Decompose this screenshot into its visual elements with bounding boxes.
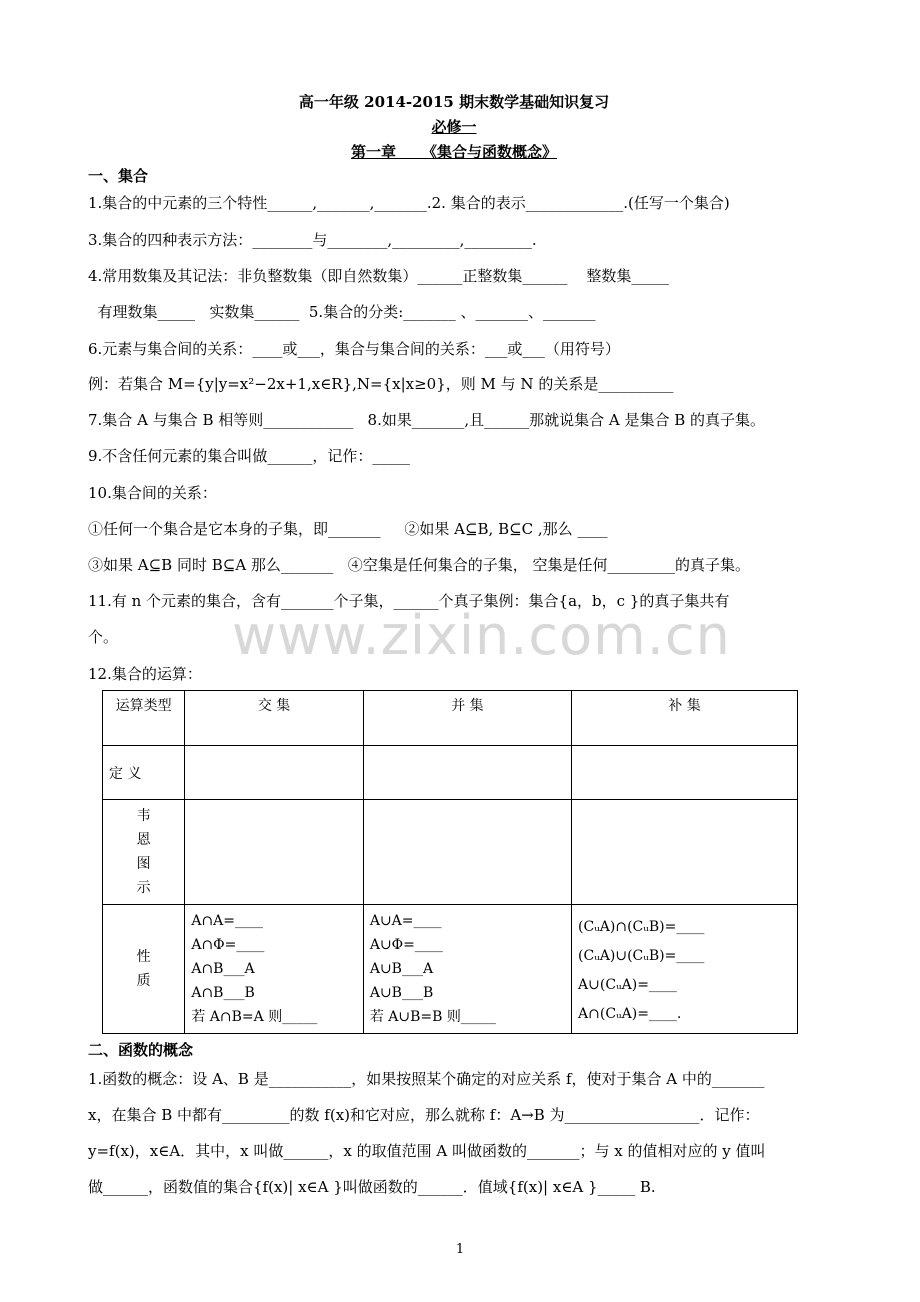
doc-subtitle: 必修一 (431, 118, 477, 136)
prop-item: A∩B___A (191, 961, 255, 977)
prop-item: A∪(CᵤA)=____ (578, 977, 677, 993)
prop-item: A∩A=____ (191, 913, 264, 929)
venn-char: 图 (136, 856, 151, 872)
intersection-properties (185, 905, 364, 1034)
cell-blank (363, 746, 571, 800)
cell-blank (572, 800, 798, 905)
header-complement: 补 集 (572, 691, 798, 746)
text-line: 6.元素与集合间的关系：____或___，集合与集合间的关系：___或___（用符号） (88, 340, 620, 358)
text-line: ③如果 A⊆B 同时 B⊆A 那么_______ ④空集是任何集合的子集， 空集是任何_________的真子集。 (88, 556, 750, 574)
text-line: 1.集合的中元素的三个特性______,_______,_______.2. 集合的表示_____________.(任写一个集合) (88, 194, 730, 212)
union-properties (363, 905, 571, 1034)
text-line: 有理数集_____ 实数集______ 5.集合的分类:_______ 、_______、_______ (88, 303, 596, 321)
text-line: ①任何一个集合是它本身的子集，即_______ ②如果 A⊆B, B⊆C ,那么 ____ (88, 520, 608, 538)
text-line: 9.不含任何元素的集合叫做______，记作：_____ (88, 447, 410, 465)
prop-item: A∩(CᵤA)=____. (578, 1006, 682, 1022)
set-operations-table (102, 690, 798, 1034)
prop-item: A∩B___B (191, 985, 255, 1001)
prop-char: 质 (136, 973, 151, 989)
row-label-definition: 定 义 (103, 746, 185, 800)
row-label-venn (103, 800, 185, 905)
prop-item: 若 A∩B=A 则_____ (191, 1009, 318, 1025)
prop-item: A∪B___B (369, 985, 434, 1001)
doc-title: 高一年级 2014-2015 期末数学基础知识复习 (298, 93, 610, 111)
prop-item: A∩Φ=____ (191, 937, 265, 953)
prop-char: 性 (136, 949, 151, 965)
text-line: 7.集合 A 与集合 B 相等则____________ 8.如果_______,且______那就说集合 A 是集合 B 的真子集。 (88, 411, 766, 429)
cell-blank (185, 800, 364, 905)
header-union: 并 集 (363, 691, 571, 746)
cell-blank (572, 746, 798, 800)
text-line: 10.集合间的关系： (88, 484, 217, 502)
chapter-title: 第一章 《集合与函数概念》 (350, 143, 558, 161)
text-line: y=f(x)，x∈A．其中，x 叫做______，x 的取值范围 A 叫做函数的_______；与 x 的值相对应的 y 值叫 (88, 1142, 766, 1160)
section-heading-sets: 一、集合 (88, 167, 149, 185)
text-line: 例：若集合 M={y|y=x²−2x+1,x∈R},N={x|x≥0}，则 M 与 N 的关系是__________ (88, 375, 674, 393)
venn-char: 示 (136, 880, 151, 896)
page-number: 1 (455, 1242, 465, 1257)
text-line: 个。 (88, 628, 119, 646)
prop-item: A∪Φ=____ (369, 937, 443, 953)
text-line: x，在集合 B 中都有_________的数 f(x)和它对应，那么就称 f：A→B 为__________________．记作： (88, 1106, 760, 1124)
header-op-type: 运算类型 (103, 691, 185, 746)
row-label-properties (103, 905, 185, 1034)
text-line: 做______，函数值的集合{f(x)| x∈A }叫做函数的______．值域{f(x)| x∈A }_____ B. (88, 1178, 656, 1196)
text-line: 3.集合的四种表示方法：________与________,_________,_________. (88, 231, 537, 249)
cell-blank (185, 746, 364, 800)
complement-properties (572, 905, 798, 1034)
header-intersection: 交 集 (185, 691, 364, 746)
prop-item: A∪B___A (369, 961, 434, 977)
text-line: 12.集合的运算： (88, 665, 202, 683)
text-line: 1.函数的概念：设 A、B 是___________，如果按照某个确定的对应关系 f，使对于集合 A 中的_______ (88, 1070, 765, 1088)
venn-char: 韦 (136, 808, 151, 824)
prop-item: 若 A∪B=B 则_____ (369, 1009, 496, 1025)
text-line: 11.有 n 个元素的集合，含有_______个子集，______个真子集例：集合{a，b，c }的真子集共有 (88, 592, 730, 610)
watermark: www.zixin.com.cn (232, 604, 731, 667)
prop-item: (CᵤA)∪(CᵤB)=____ (578, 948, 705, 964)
venn-char: 恩 (136, 832, 151, 848)
text-line: 4.常用数集及其记法：非负整数集（即自然数集）______正整数集______ 整数集_____ (88, 267, 669, 285)
prop-item: A∪A=____ (369, 913, 442, 929)
cell-blank (363, 800, 571, 905)
section-heading-functions: 二、函数的概念 (88, 1041, 194, 1059)
prop-item: (CᵤA)∩(CᵤB)=____ (578, 919, 705, 935)
